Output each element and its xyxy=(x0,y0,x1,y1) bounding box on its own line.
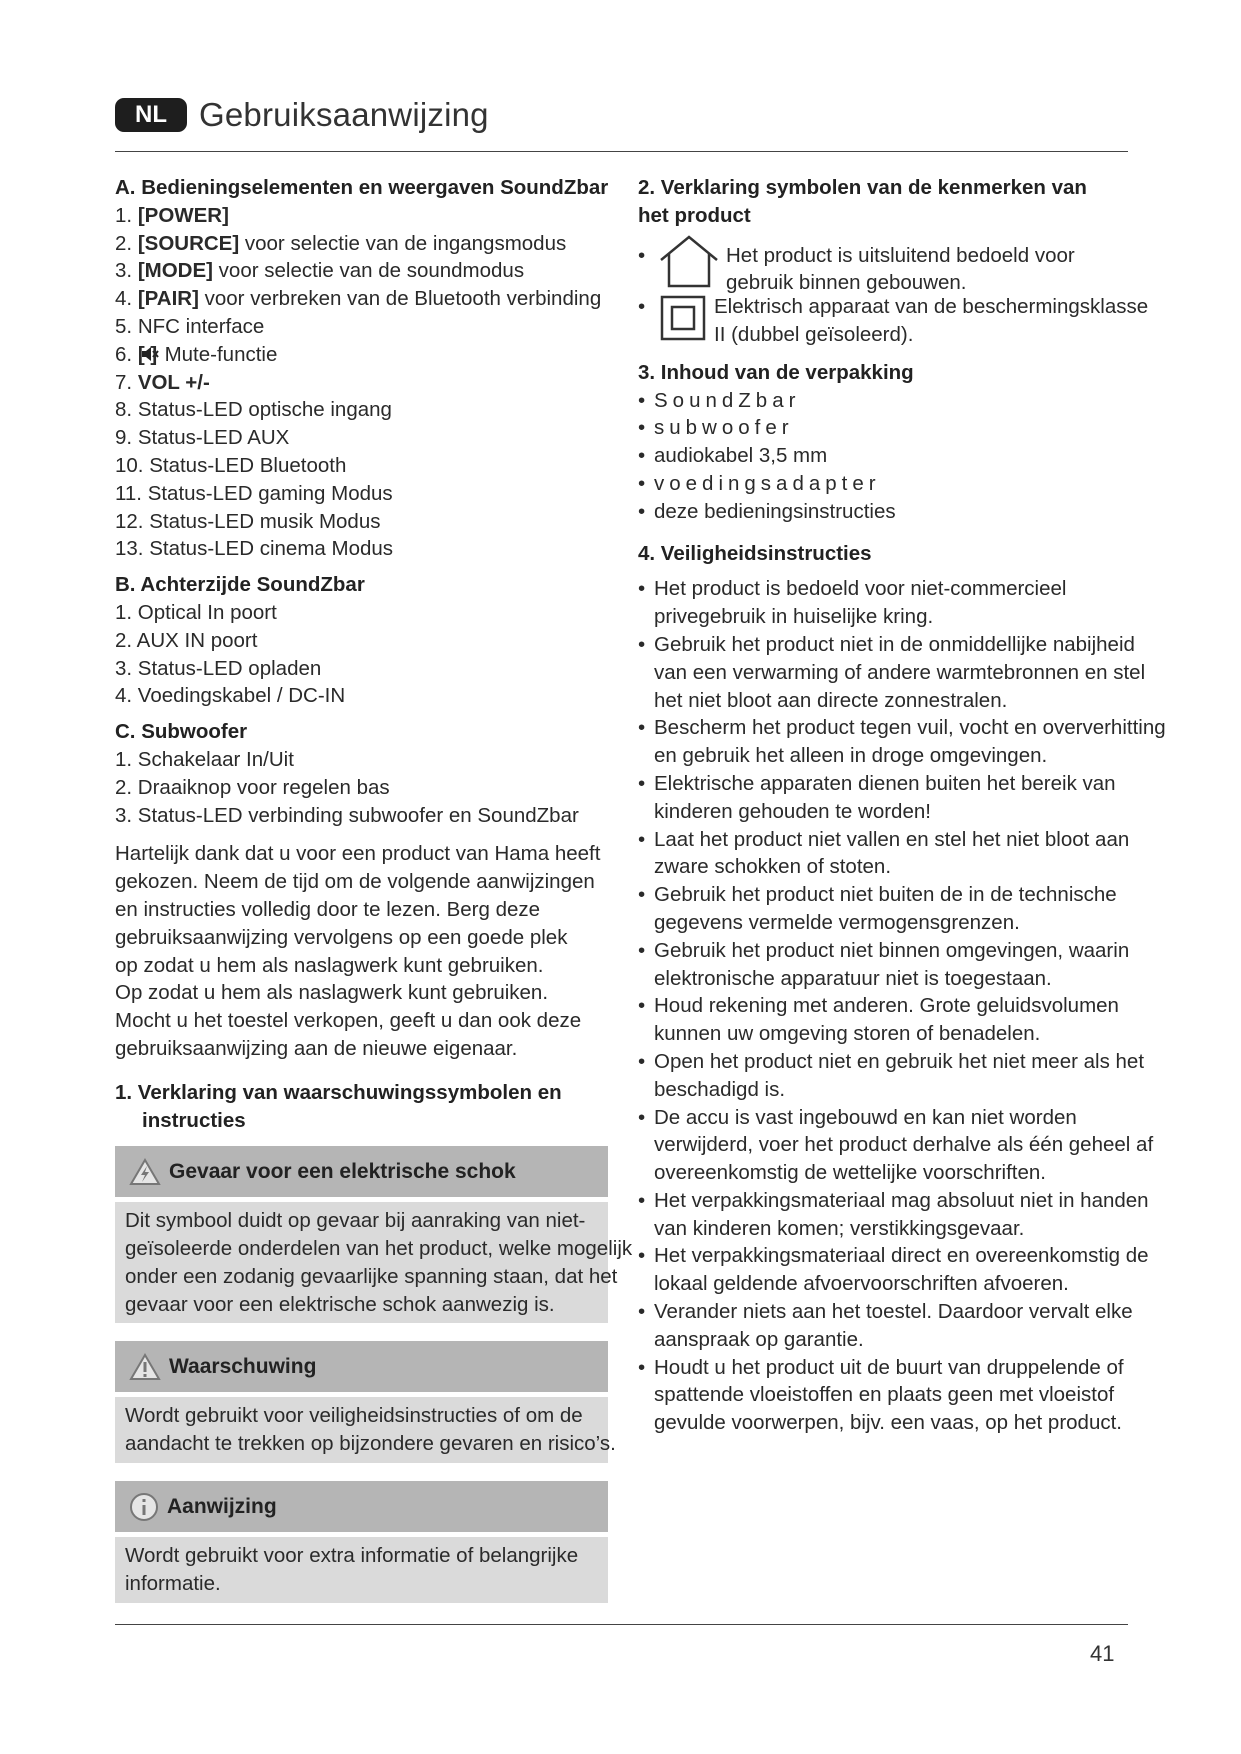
danger-box-header: Gevaar voor een elektrische schok xyxy=(115,1146,608,1197)
section-a-list xyxy=(115,202,635,563)
section-1-heading: 1. Verklaring van waarschuwingssymbolen en instructies xyxy=(115,1080,562,1132)
safety-list xyxy=(638,575,1213,1437)
list-item: 9. Status-LED AUX xyxy=(115,426,290,450)
section-4-heading: 4. Veiligheidsinstructies xyxy=(638,541,872,565)
warning-box-body: Wordt gebruikt voor veiligheidsinstructies of om de aandacht te trekken op bijzondere gevaren en risico’s. xyxy=(115,1397,608,1463)
list-item: • Bescherm het product tegen vuil, vocht en oververhitting en gebruik het alleen in droge omgevingen. xyxy=(638,716,1166,768)
warning-exclamation-icon xyxy=(129,1353,161,1381)
danger-box-body: Dit symbool duidt op gevaar bij aanraking van niet- geïsoleerde onderdelen van het product, welke mogelijk onder een zodanig gevaarlijke spanning staan, dat het gevaar voor een elektrische schok aanwezig is. xyxy=(115,1202,608,1323)
info-icon xyxy=(129,1492,159,1522)
warning-box-header: Waarschuwing xyxy=(115,1341,608,1392)
list-item: 1. Schakelaar In/Uit xyxy=(115,747,294,771)
list-item: 3. Status-LED verbinding subwoofer en SoundZbar xyxy=(115,803,579,827)
list-item: • Het product is bedoeld voor niet-commercieel privegebruik in huiselijke kring. xyxy=(638,577,1067,629)
list-item: 1. Optical In poort xyxy=(115,600,277,624)
list-item: • De accu is vast ingebouwd en kan niet worden verwijderd, voer het product derhalve als één geheel af overeenkomstig de wettelijke voorschriften. xyxy=(638,1105,1154,1185)
list-item: • Houd rekening met anderen. Grote geluidsvolumen kunnen uw omgeving storen of benadelen. xyxy=(638,994,1119,1046)
list-item: • Gebruik het product niet buiten de in de technische gegevens vermelde vermogensgrenzen. xyxy=(638,883,1117,934)
section-2-heading: 2. Verklaring symbolen van de kenmerken van het product xyxy=(638,176,1087,227)
house-icon xyxy=(652,234,726,288)
double-insulation-icon xyxy=(652,295,714,341)
danger-box xyxy=(115,1146,633,1323)
list-item: 2. Draaiknop voor regelen bas xyxy=(115,775,390,799)
list-item: 5. NFC interface xyxy=(115,314,265,338)
note-box-header: Aanwijzing xyxy=(115,1481,608,1532)
symbol-item-indoor: • Het product is uitsluitend bedoeld voor gebruik binnen gebouwen. xyxy=(638,234,1213,298)
list-item: • deze bedieningsinstructies xyxy=(638,499,896,523)
list-item: 11. Status-LED gaming Modus xyxy=(115,481,393,505)
list-item: • Het verpakkingsmateriaal direct en overeenkomstig de lokaal geldende afvoervoorschriften afvoeren. xyxy=(638,1244,1149,1296)
document-title: Gebruiksaanwijzing xyxy=(199,96,489,133)
list-item: 1. [POWER] xyxy=(115,203,229,227)
symbol-item-class2: • Elektrisch apparaat van de beschermingsklasse II (dubbel geïsoleerd). xyxy=(638,295,1149,346)
list-item: • Het verpakkingsmateriaal mag absoluut niet in handen van kinderen komen; verstikkingsgevaar. xyxy=(638,1188,1149,1240)
list-item: 13. Status-LED cinema Modus xyxy=(115,537,394,561)
page-header xyxy=(115,96,489,134)
list-item: 7. VOL +/- xyxy=(115,370,210,394)
left-column xyxy=(115,174,635,1603)
package-contents-list xyxy=(638,387,1213,526)
warning-triangle-icon xyxy=(129,1158,161,1186)
language-badge: NL xyxy=(115,98,187,132)
list-item: • subwoofer xyxy=(638,416,794,440)
list-item: • SoundZbar xyxy=(638,388,801,412)
list-item: • Houdt u het product uit de buurt van druppelende of spattende vloeistoffen en plaats geen met vloeistof gevulde voorwerpen, bijv. een vaas, op het product. xyxy=(638,1355,1124,1435)
list-item: • Gebruik het product niet binnen omgevingen, waarin elektronische apparatuur niet is toegestaan. xyxy=(638,938,1130,990)
section-3-heading: 3. Inhoud van de verpakking xyxy=(638,360,914,384)
warning-box xyxy=(115,1341,616,1463)
list-item: • audiokabel 3,5 mm xyxy=(638,444,828,468)
list-item: 2. AUX IN poort xyxy=(115,628,258,652)
section-a-heading: A. Bedieningselementen en weergaven SoundZbar xyxy=(115,176,609,199)
list-item: 2. [SOURCE] voor selectie van de ingangsmodus xyxy=(115,231,567,255)
section-c-heading: C. Subwoofer xyxy=(115,720,248,744)
list-item: 6. [ ] Mute-functie xyxy=(115,342,278,366)
list-item: • Open het product niet en gebruik het niet meer als het beschadigd is. xyxy=(638,1049,1145,1101)
list-item: • Elektrische apparaten dienen buiten het bereik van kinderen gehouden te worden! xyxy=(638,771,1116,823)
list-item: 10. Status-LED Bluetooth xyxy=(115,453,347,477)
list-item: • Verander niets aan het toestel. Daardoor vervalt elke aanspraak op garantie. xyxy=(638,1300,1133,1351)
header-rule xyxy=(115,151,1128,152)
list-item: 3. Status-LED opladen xyxy=(115,656,322,680)
note-box-body: Wordt gebruikt voor extra informatie of belangrijke informatie. xyxy=(115,1537,608,1603)
footer-rule xyxy=(115,1624,1128,1625)
list-item: • Laat het product niet vallen en stel het niet bloot aan zware schokken of stoten. xyxy=(638,827,1130,879)
list-item: 4. [PAIR] voor verbreken van de Bluetooth verbinding xyxy=(115,287,602,311)
list-item: 4. Voedingskabel / DC-IN xyxy=(115,684,346,708)
intro-paragraph: Hartelijk dank dat u voor een product van Hama heeft gekozen. Neem de tijd om de volgende aanwijzingen en instructies volledig door te lezen. Berg deze gebruiksaanwijzing vervolgens op een goede plek op zodat u hem als naslagwerk kunt gebruiken. Op zodat u hem als naslagwerk kunt gebruiken. Mocht u het toestel verkopen, geeft u dan ook deze gebruiksaanwijzing aan de nieuwe eigenaar. xyxy=(115,842,601,1060)
section-b-heading: B. Achterzijde SoundZbar xyxy=(115,573,365,597)
note-box xyxy=(115,1481,608,1603)
list-item: • Gebruik het product niet in de onmiddellijke nabijheid van een verwarming of andere warmtebronnen en stel het niet bloot aan directe zonnestralen. xyxy=(638,632,1146,712)
page-number: 41 xyxy=(1090,1641,1115,1666)
list-item: 12. Status-LED musik Modus xyxy=(115,509,381,533)
right-column xyxy=(638,174,1213,1437)
list-item: • voedingsadapter xyxy=(638,471,881,495)
list-item: 3. [MODE] voor selectie van de soundmodus xyxy=(115,259,525,283)
list-item: 8. Status-LED optische ingang xyxy=(115,398,392,422)
